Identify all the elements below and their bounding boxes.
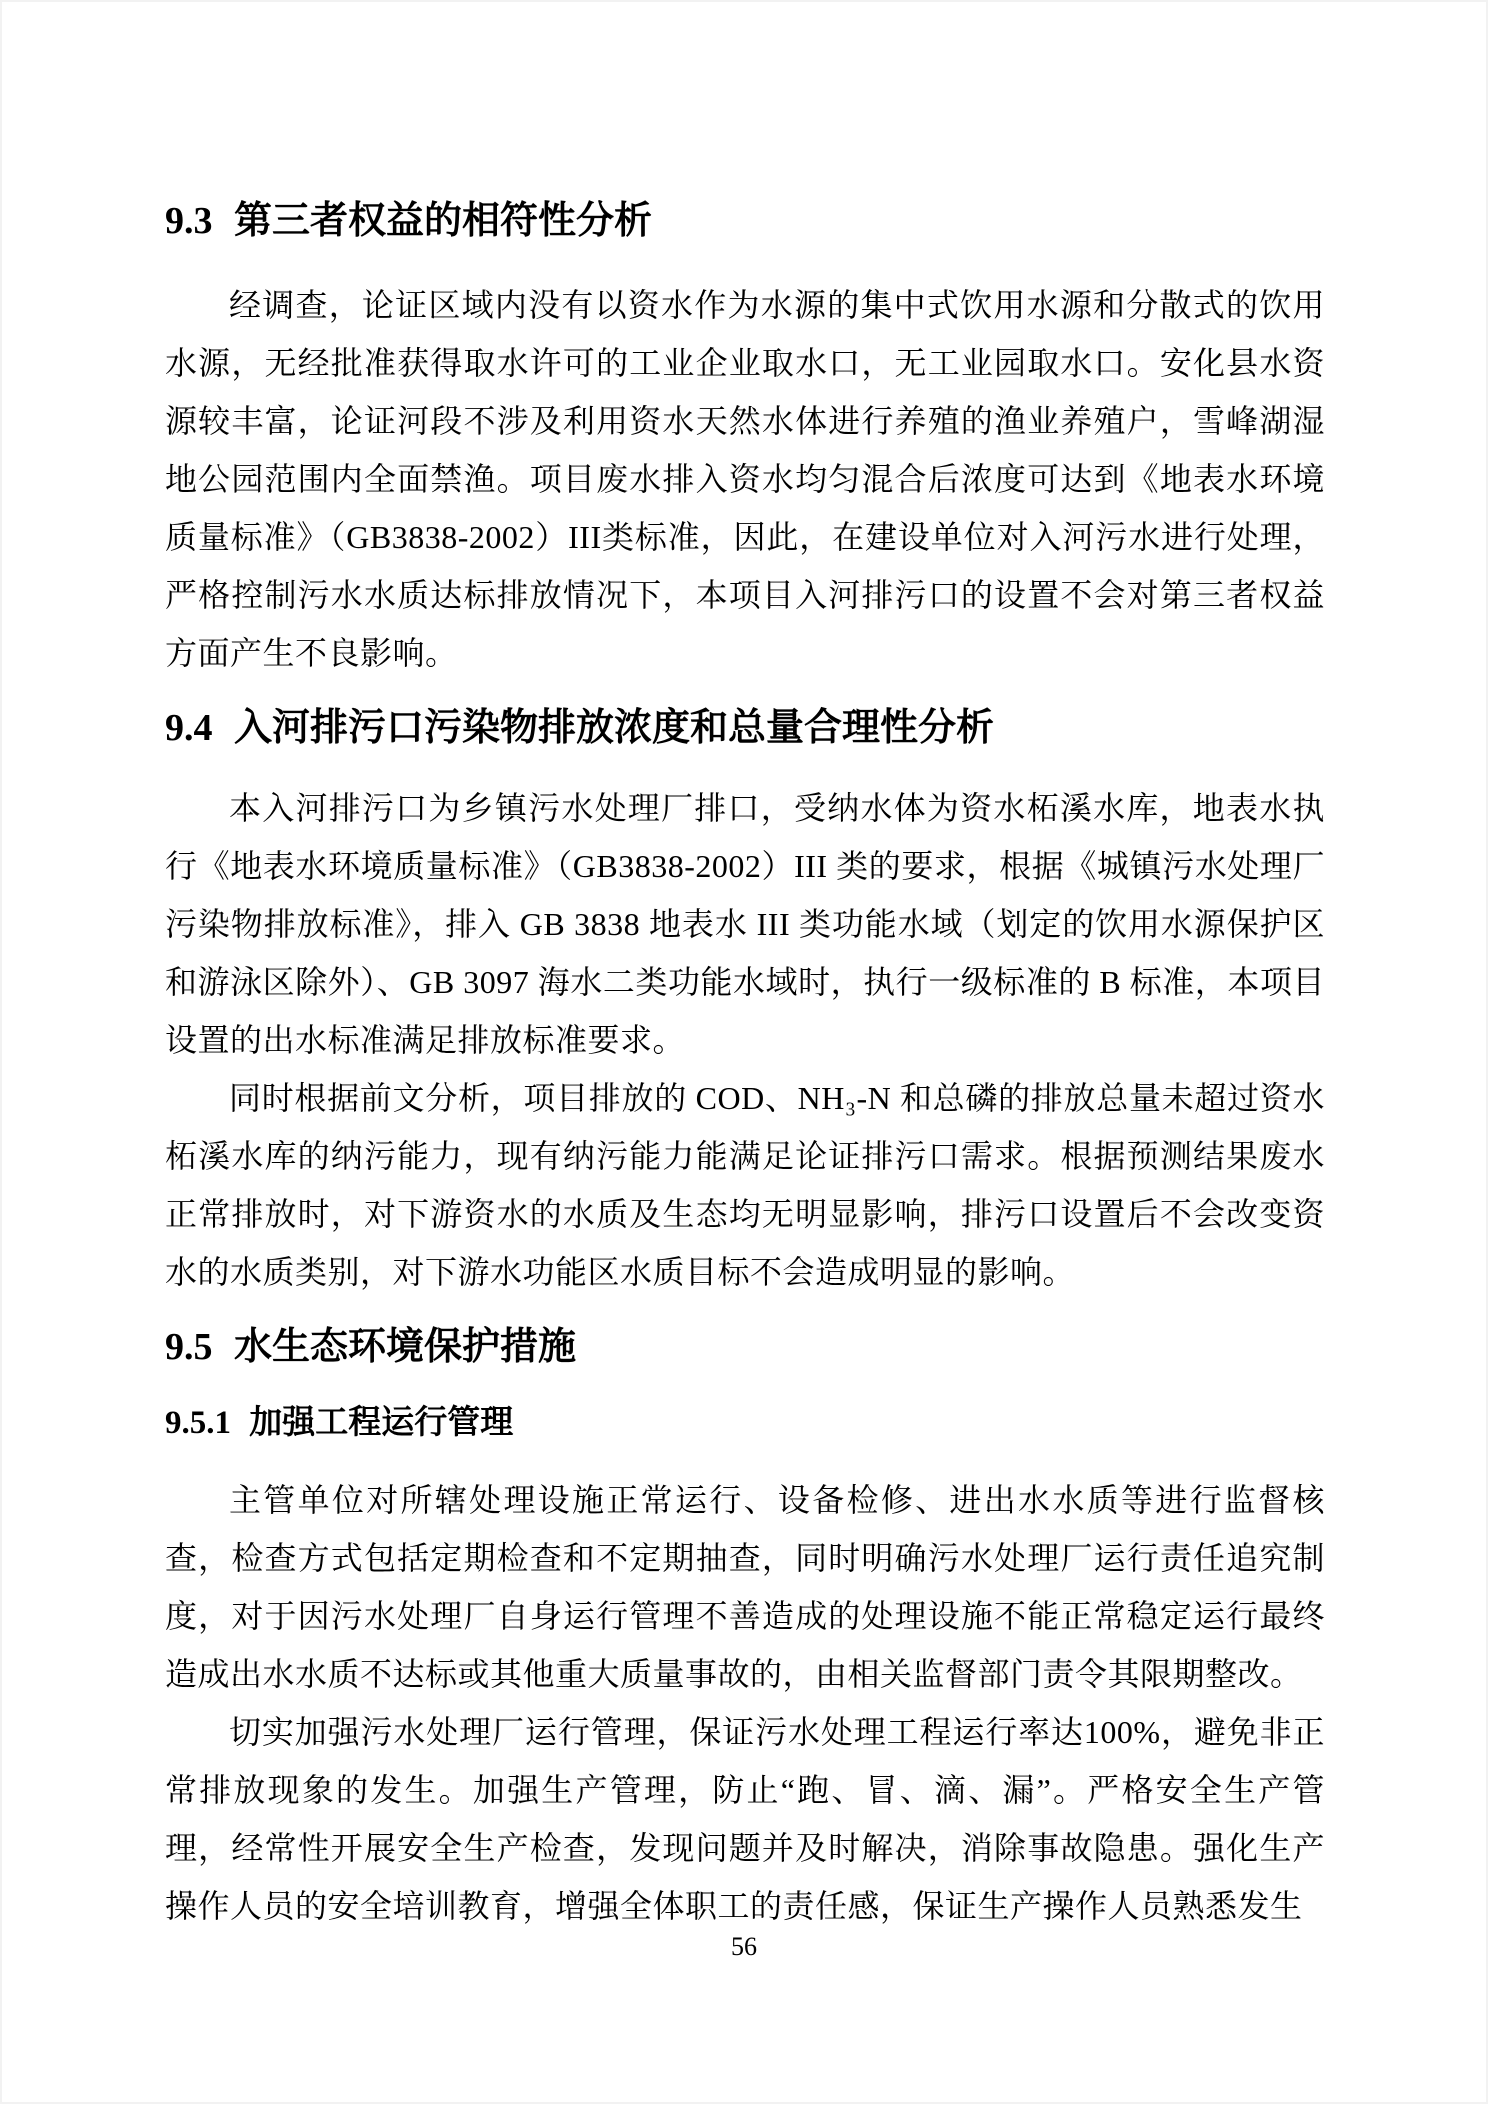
section-number: 9.5 [165, 1326, 213, 1368]
paragraph-9-5-1-1: 主管单位对所辖处理设施正常运行、设备检修、进出水水质等进行监督核查，检查方式包括定期检查和不定期抽查，同时明确污水处理厂运行责任追究制度，对于因污水处理厂自身运行管理不善造成的处理设施不能正常稳定运行最终造成出水水质不达标或其他重大质量事故的，由相关监督部门责令其限期整改。 [165, 1482, 1325, 1692]
section-heading-9-3 [165, 195, 1325, 248]
subsection-number: 9.5.1 [165, 1405, 231, 1441]
section-number: 9.4 [165, 707, 213, 749]
paragraph-9-4-1: 本入河排污口为乡镇污水处理厂排口，受纳水体为资水柘溪水库，地表水执行《地表水环境质量标准》（GB3838-2002）III 类的要求，根据《城镇污水处理厂污染物排放标准》，排入 GB 3838 地表水 III 类功能水域（划定的饮用水源保护区和游泳区除外）、GB 3097 海水二类功能水域时，执行一级标准的 B 标准，本项目设置的出水标准满足排放标准要求。 [165, 790, 1325, 1058]
subsection-heading-9-5-1 [165, 1399, 1325, 1446]
paragraph-9-5-1-2: 切实加强污水处理厂运行管理，保证污水处理工程运行率达100%，避免非正常排放现象的发生。加强生产管理，防止“跑、冒、滴、漏”。严格安全生产管理，经常性开展安全生产检查，发现问题并及时解决，消除事故隐患。强化生产操作人员的安全培训教育，增强全体职工的责任感，保证生产操作人员熟悉发生 [165, 1714, 1325, 1924]
section-title: 第三者权益的相符性分析 [234, 200, 653, 242]
section-number: 9.3 [165, 200, 213, 242]
subsection-title: 加强工程运行管理 [249, 1403, 514, 1440]
page-content [165, 195, 1325, 1935]
paragraph-9-3-1: 经调查，论证区域内没有以资水作为水源的集中式饮用水源和分散式的饮用水源，无经批准获得取水许可的工业企业取水口，无工业园取水口。安化县水资源较丰富，论证河段不涉及利用资水天然水体进行养殖的渔业养殖户，雪峰湖湿地公园范围内全面禁渔。项目废水排入资水均匀混合后浓度可达到《地表水环境质量标准》（GB3838-2002）III类标准，因此，在建设单位对入河污水进行处理，严格控制污水水质达标排放情况下，本项目入河排污口的设置不会对第三者权益方面产生不良影响。 [165, 287, 1325, 671]
section-heading-9-4 [165, 702, 1325, 755]
section-title: 水生态环境保护措施 [234, 1326, 577, 1368]
page-number: 56 [731, 1932, 757, 1961]
section-title: 入河排污口污染物排放浓度和总量合理性分析 [234, 707, 995, 749]
paragraph-9-4-2: 同时根据前文分析，项目排放的 COD、NH₃-N 和总磷的排放总量未超过资水柘溪水库的纳污能力，现有纳污能力能满足论证排污口需求。根据预测结果废水正常排放时，对下游资水的水质及生态均无明显影响，排污口设置后不会改变资水的水质类别，对下游水功能区水质目标不会造成明显的影响。 [165, 1080, 1325, 1290]
section-heading-9-5 [165, 1321, 1325, 1374]
